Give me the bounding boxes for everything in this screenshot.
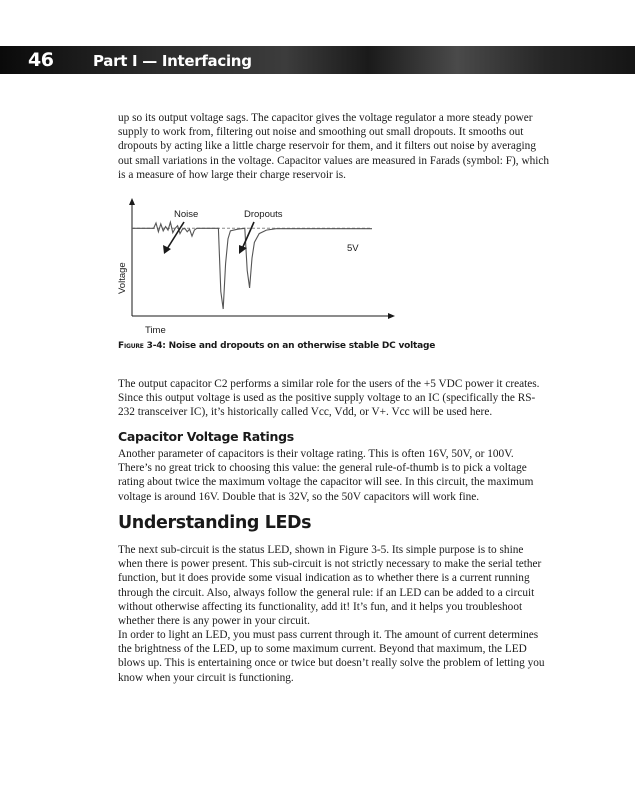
figure-caption <box>118 341 435 351</box>
annotation-dropouts: Dropouts <box>244 209 283 220</box>
paragraph-intro: up so its output voltage sags. The capacitor gives the voltage regulator a more steady power supply to work from, filtering out noise and smoothing out small dropouts. It smooths out dropouts by acting like a little charge reservoir for them, and it filters out noise by averaging out small variations in the voltage. Capacitor values are measured in Farads (symbol: F), which is a measure of how large their charge reservoir is. <box>118 112 550 181</box>
figure-number: Figure 3-4: <box>118 341 166 351</box>
y-axis-label: Voltage <box>117 262 128 294</box>
x-axis-arrow <box>388 313 395 319</box>
y-axis-arrow <box>129 198 135 205</box>
paragraph-voltage-ratings: Another parameter of capacitors is their voltage rating. This is often 16V, 50V, or 100V. There’s no great trick to choosing this value: the general rule-of-thumb is to pick a voltage rating about twice the maximum voltage the capacitor will see. In this circuit, the maximum voltage is around 16V. Double that is 32V, so the 50V capacitors will work fine. <box>118 448 534 503</box>
figure-caption-text: Noise and dropouts on an otherwise stable DC voltage <box>168 341 436 351</box>
heading-capacitor-voltage-ratings: Capacitor Voltage Ratings <box>118 429 294 444</box>
dropouts-arrow-line <box>242 222 254 249</box>
voltage-chart <box>110 196 400 341</box>
x-axis-label: Time <box>145 325 166 336</box>
paragraph-output-capacitor: The output capacitor C2 performs a similar role for the users of the +5 VDC power it creates. Since this output voltage is used as the positive supply voltage to an IC (specifically the RS-232 transceiver IC), it’s historically called Vcc, Vdd, or V+. Vcc will be used here. <box>118 378 540 419</box>
page-number: 46 <box>28 49 54 71</box>
paragraph-leds-current: In order to light an LED, you must pass current through it. The amount of current determines the brightness of the LED, up to some maximum current. Beyond that maximum, the LED blows up. This is entertaining once or twice but doesn’t really solve the problem of letting you know when your circuit is functioning. <box>118 629 545 684</box>
annotation-noise: Noise <box>174 209 199 220</box>
heading-understanding-leds: Understanding LEDs <box>118 513 312 533</box>
noise-arrow-head <box>163 245 171 254</box>
paragraph-leds-intro: The next sub-circuit is the status LED, shown in Figure 3-5. Its simple purpose is to shine when there is power present. This sub-circuit is not strictly necessary to make the serial tether function, but it does provide some visual indication as to whether there is a current running through the circuit. Also, always follow the general rule: if an LED can be added to a circuit without otherwise affecting its functionality, add it! It’s fun, and it helps you troubleshoot whether there is any power in your circuit. <box>118 544 542 628</box>
part-title: Part I — Interfacing <box>93 52 252 70</box>
voltage-series-line <box>132 222 372 309</box>
reference-label-5v: 5V <box>347 243 359 254</box>
